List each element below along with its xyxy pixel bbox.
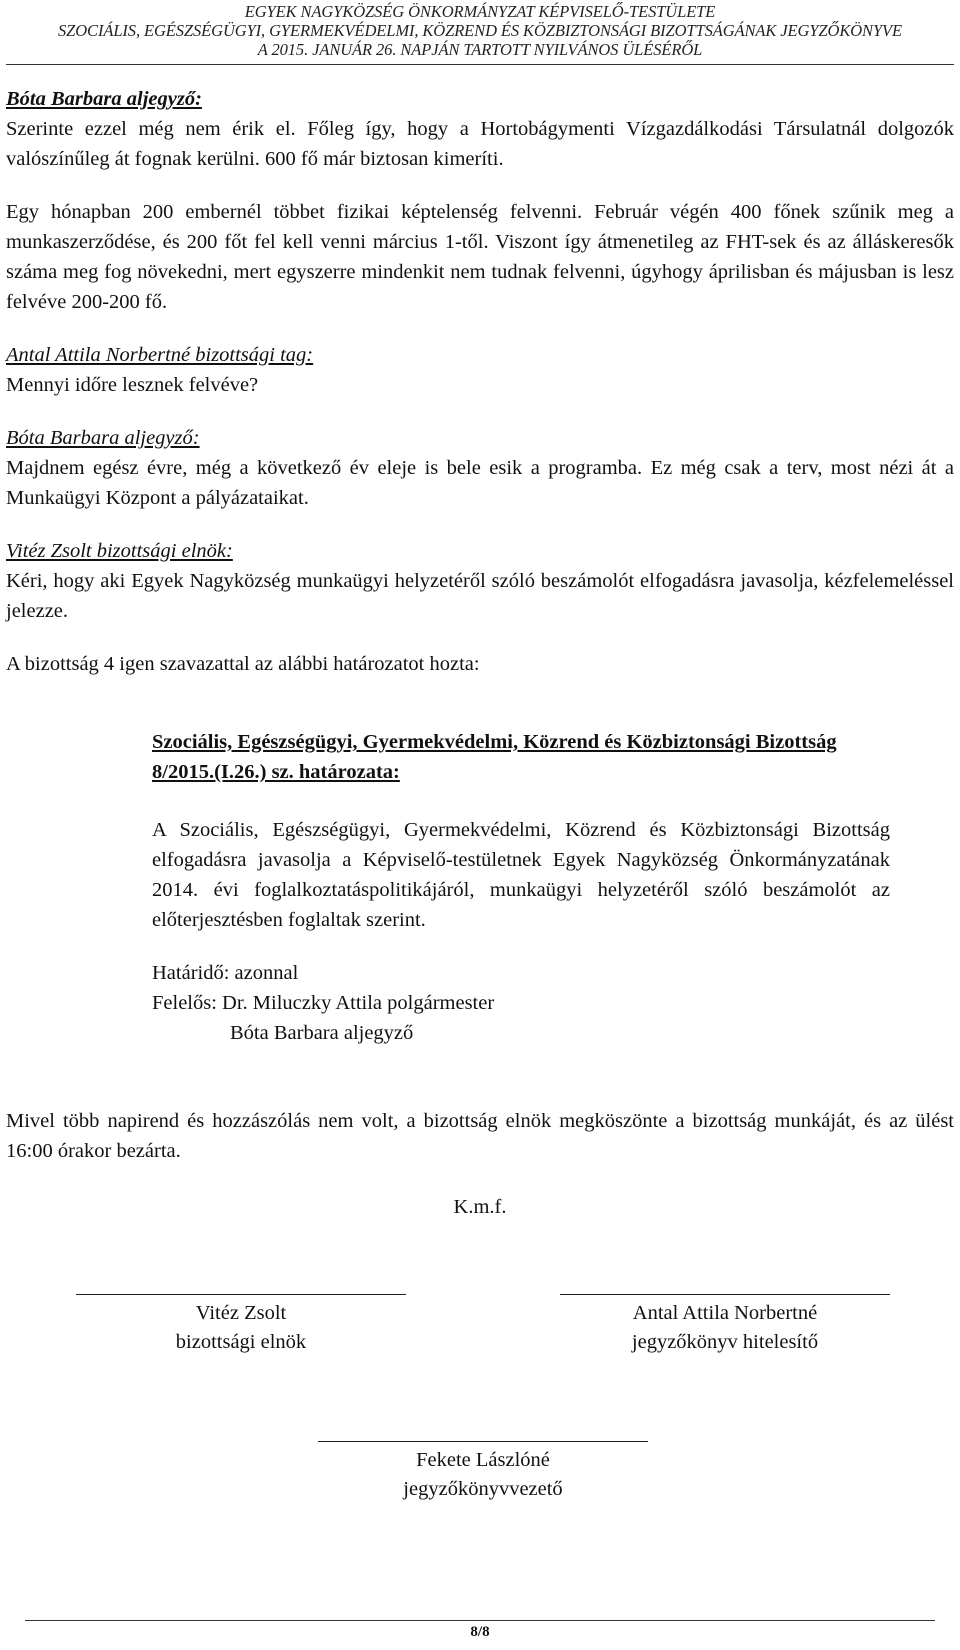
signature-left — [76, 1294, 406, 1357]
minutes-body — [6, 84, 954, 679]
footer-divider — [25, 1620, 935, 1621]
signature-role: jegyzőkönyvvezető — [403, 1478, 563, 1500]
resolution-deadline-block — [152, 958, 494, 1048]
signature-right — [560, 1294, 890, 1357]
responsible-text: Felelős: Dr. Miluczky Attila polgármester — [152, 992, 495, 1014]
signature-bottom — [318, 1441, 648, 1504]
deadline-text: Határidő: azonnal — [152, 962, 299, 984]
signature-name: Vitéz Zsolt — [195, 1302, 287, 1324]
paragraph: Egy hónapban 200 embernél többet fizikai képtelenség felvenni. Február végén 400 főnek szűnik meg a munkaszerződése, és 200 főt fel kell venni március 1-től. Viszont így átmenetileg az FHT-sek és az álláskeresők száma meg fog növekedni, mert egyszerre mindenkit nem tudnak felvenni, úgyhogy áprilisban és májusban is lesz felvéve 200-200 fő. — [6, 201, 954, 313]
header-line-3: A 2015. JANUÁR 26. NAPJÁN TARTOTT NYILVÁNOS ÜLÉSÉRŐL — [257, 40, 703, 59]
signature-name: Antal Attila Norbertné — [632, 1302, 818, 1324]
signature-line — [560, 1294, 890, 1295]
resolution — [152, 727, 890, 935]
signature-name: Fekete Lászlóné — [416, 1449, 550, 1471]
kmf-label: K.m.f. — [453, 1196, 507, 1218]
paragraph: Kéri, hogy aki Egyek Nagyközség munkaügyi helyzetéről szóló beszámolót elfogadásra javasolja, kézfelemeléssel jelezze. — [6, 570, 954, 622]
page-header — [0, 2, 960, 59]
closing-statement — [6, 1106, 954, 1166]
speaker-vitez: Vitéz Zsolt bizottsági elnök: — [6, 540, 233, 562]
signature-role: jegyzőkönyv hitelesítő — [631, 1331, 819, 1353]
header-line-1: EGYEK NAGYKÖZSÉG ÖNKORMÁNYZAT KÉPVISELŐ-TESTÜLETE — [244, 2, 716, 21]
speaker-bota-2: Bóta Barbara aljegyző: — [6, 427, 200, 449]
paragraph: Szerinte ezzel még nem érik el. Főleg így, hogy a Hortobágymenti Vízgazdálkodási Társulatnál dolgozók valószínűleg át fognak kerülni. 600 fő már biztosan kimeríti. — [6, 118, 954, 170]
page-number: 8/8 — [470, 1624, 490, 1640]
signature-role: bizottsági elnök — [175, 1331, 307, 1353]
responsible-text-2: Bóta Barbara aljegyző — [230, 1022, 414, 1044]
signature-line — [318, 1441, 648, 1442]
speaker-bota-1: Bóta Barbara aljegyző: — [6, 88, 202, 110]
paragraph: Majdnem egész évre, még a következő év eleje is bele esik a programba. Ez még csak a terv, most nézi át a Munkaügyi Központ a pályázataikat. — [6, 457, 954, 509]
resolution-title: Szociális, Egészségügyi, Gyermekvédelmi, Közrend és Közbiztonsági Bizottság 8/2015.(I.26.) sz. határozata: — [152, 731, 837, 783]
header-divider — [6, 64, 954, 65]
paragraph: Mennyi időre lesznek felvéve? — [6, 374, 259, 396]
signature-line — [76, 1294, 406, 1295]
header-line-2: SZOCIÁLIS, EGÉSZSÉGÜGYI, GYERMEKVÉDELMI, KÖZREND ÉS KÖZBIZTONSÁGI BIZOTTSÁGÁNAK JEGYZŐKÖNYVE — [58, 21, 902, 40]
resolution-body: A Szociális, Egészségügyi, Gyermekvédelmi, Közrend és Közbiztonsági Bizottság elfogadásra javasolja a Képviselő-testületnek Egyek Nagyközség Önkormányzatának 2014. évi foglalkoztatáspolitikájáról, munkaügyi helyzetéről szóló beszámolót az előterjesztésben foglaltak szerint. — [152, 819, 890, 931]
speaker-antal: Antal Attila Norbertné bizottsági tag: — [6, 344, 314, 366]
closing-text: Mivel több napirend és hozzászólás nem volt, a bizottság elnök megköszönte a bizottság munkáját, és az ülést 16:00 órakor bezárta. — [6, 1110, 954, 1162]
vote-statement: A bizottság 4 igen szavazattal az alábbi határozatot hozta: — [6, 653, 480, 675]
